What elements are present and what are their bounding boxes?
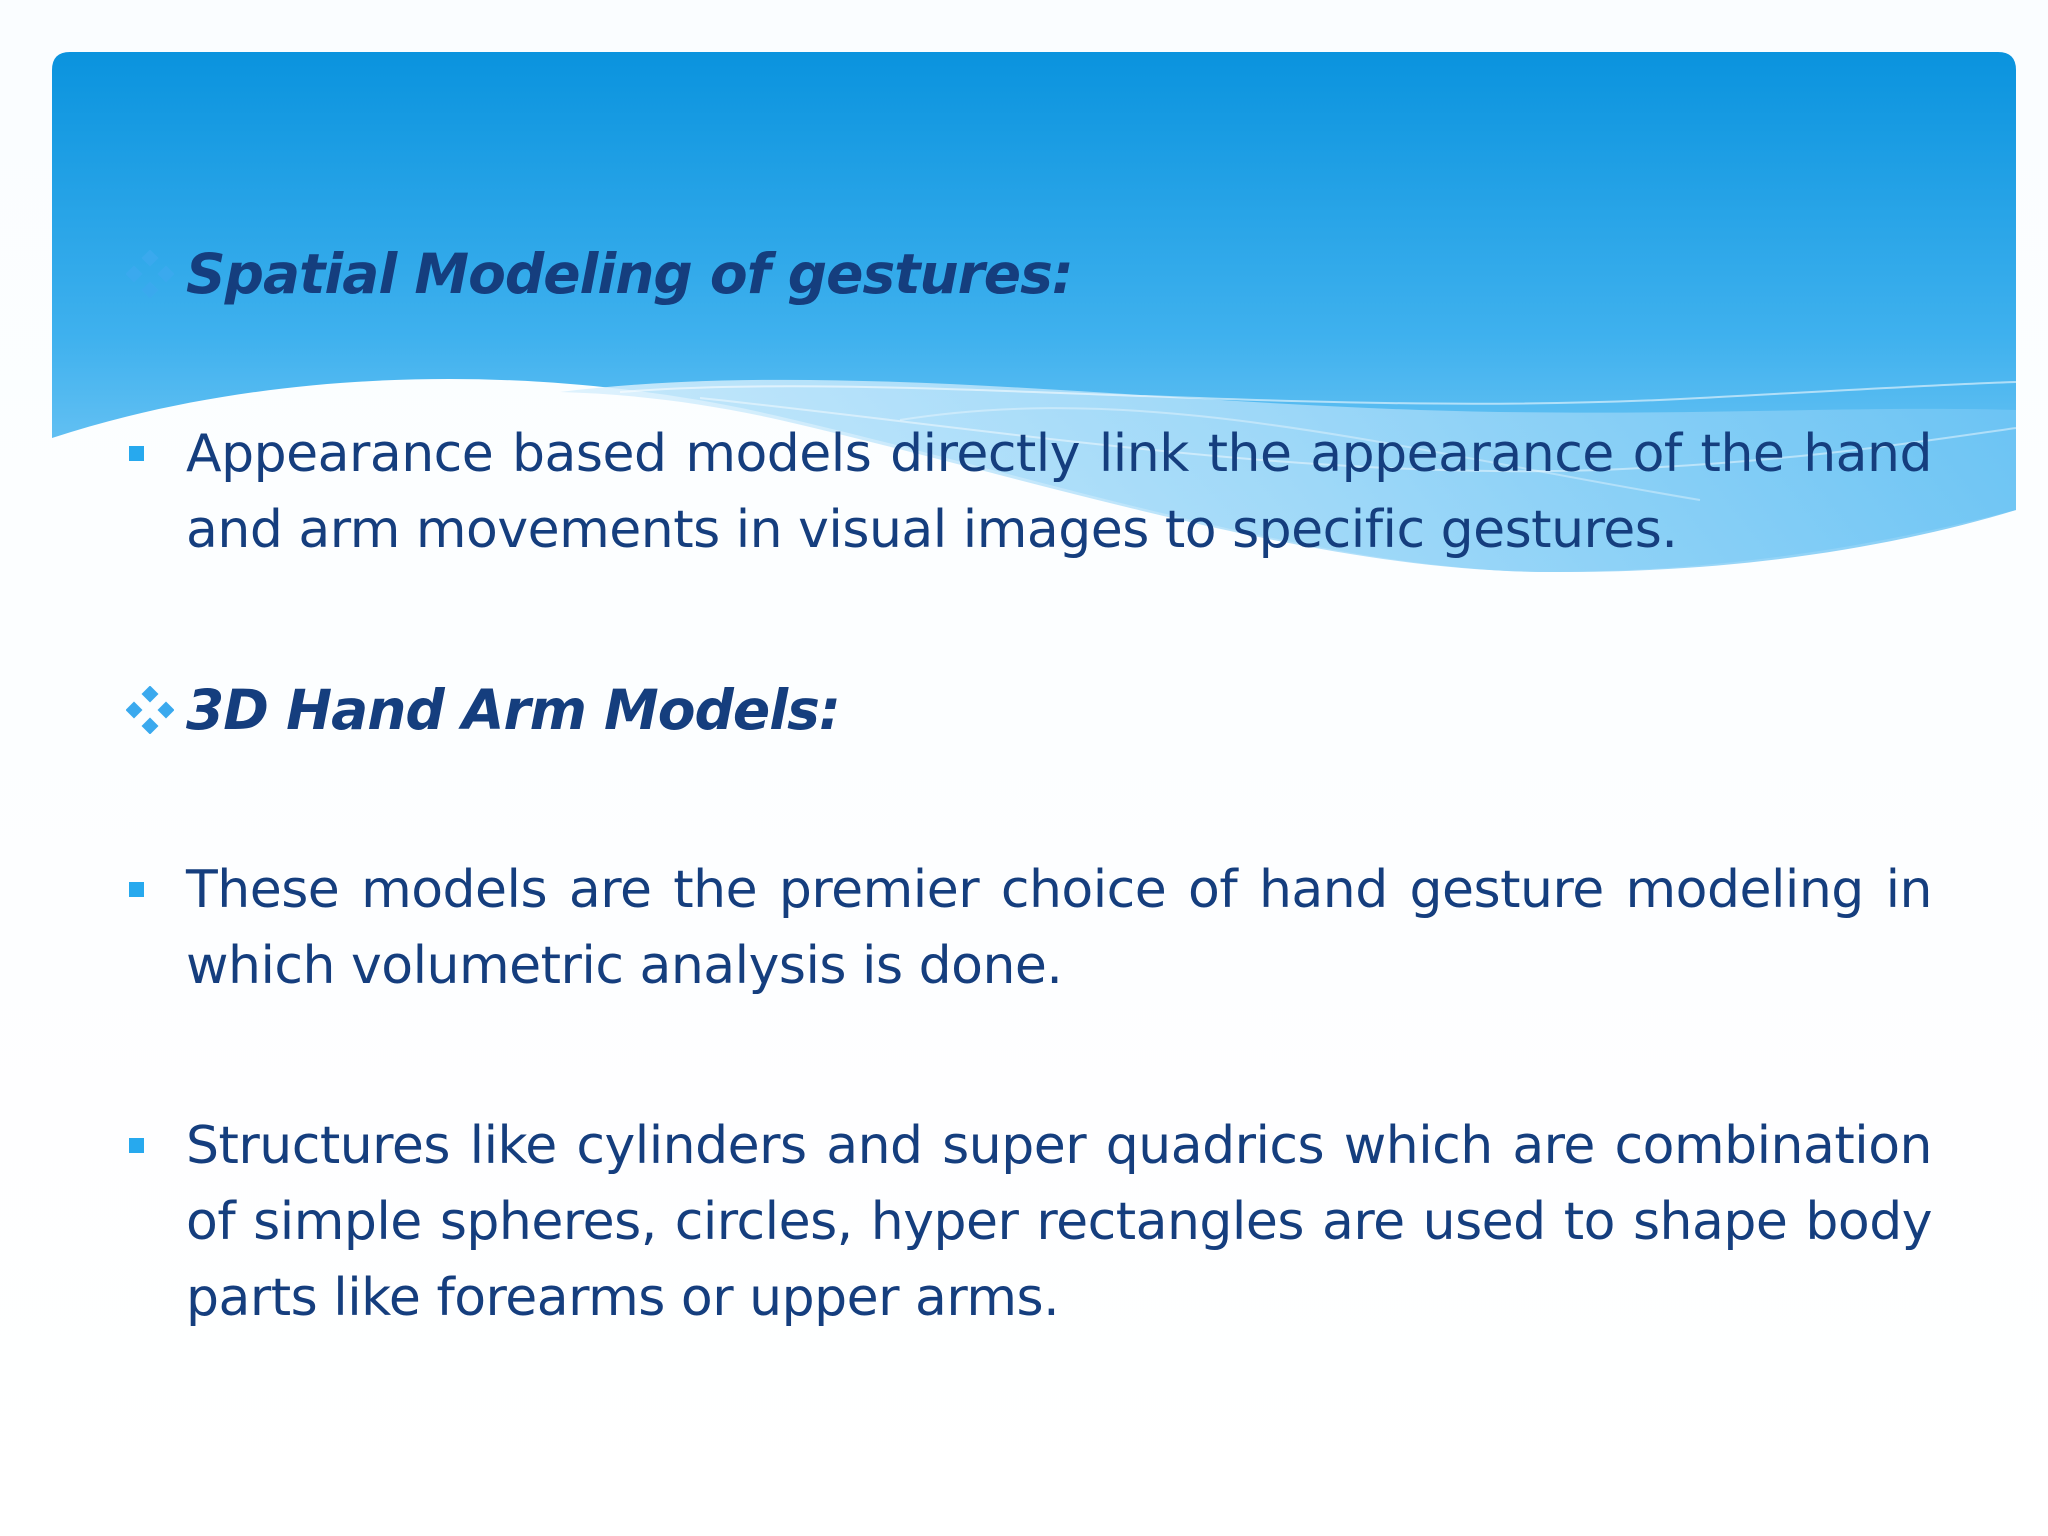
section-heading-3d xyxy=(126,672,1946,752)
square-bullet-icon xyxy=(129,882,144,897)
section-heading-spatial xyxy=(126,236,1946,316)
bullet-text: Structures like cylinders and super quadrics which are combination of simple spheres, circles, hyper rectangles are used to shape body parts like forearms or upper arms. xyxy=(186,1116,1932,1328)
square-bullet-icon xyxy=(129,446,144,461)
bullet-text: Appearance based models directly link the appearance of the hand and arm movements in visual images to specific gestures. xyxy=(186,424,1932,560)
section-heading-text: Spatial Modeling of gestures: xyxy=(186,242,1073,306)
diamond-cluster-icon xyxy=(126,686,174,734)
section-heading-text: 3D Hand Arm Models: xyxy=(186,678,840,742)
bullet-text: These models are the premier choice of hand gesture modeling in which volumetric analysis is done. xyxy=(186,860,1932,996)
diamond-cluster-icon xyxy=(126,250,174,298)
square-bullet-icon xyxy=(129,1138,144,1153)
